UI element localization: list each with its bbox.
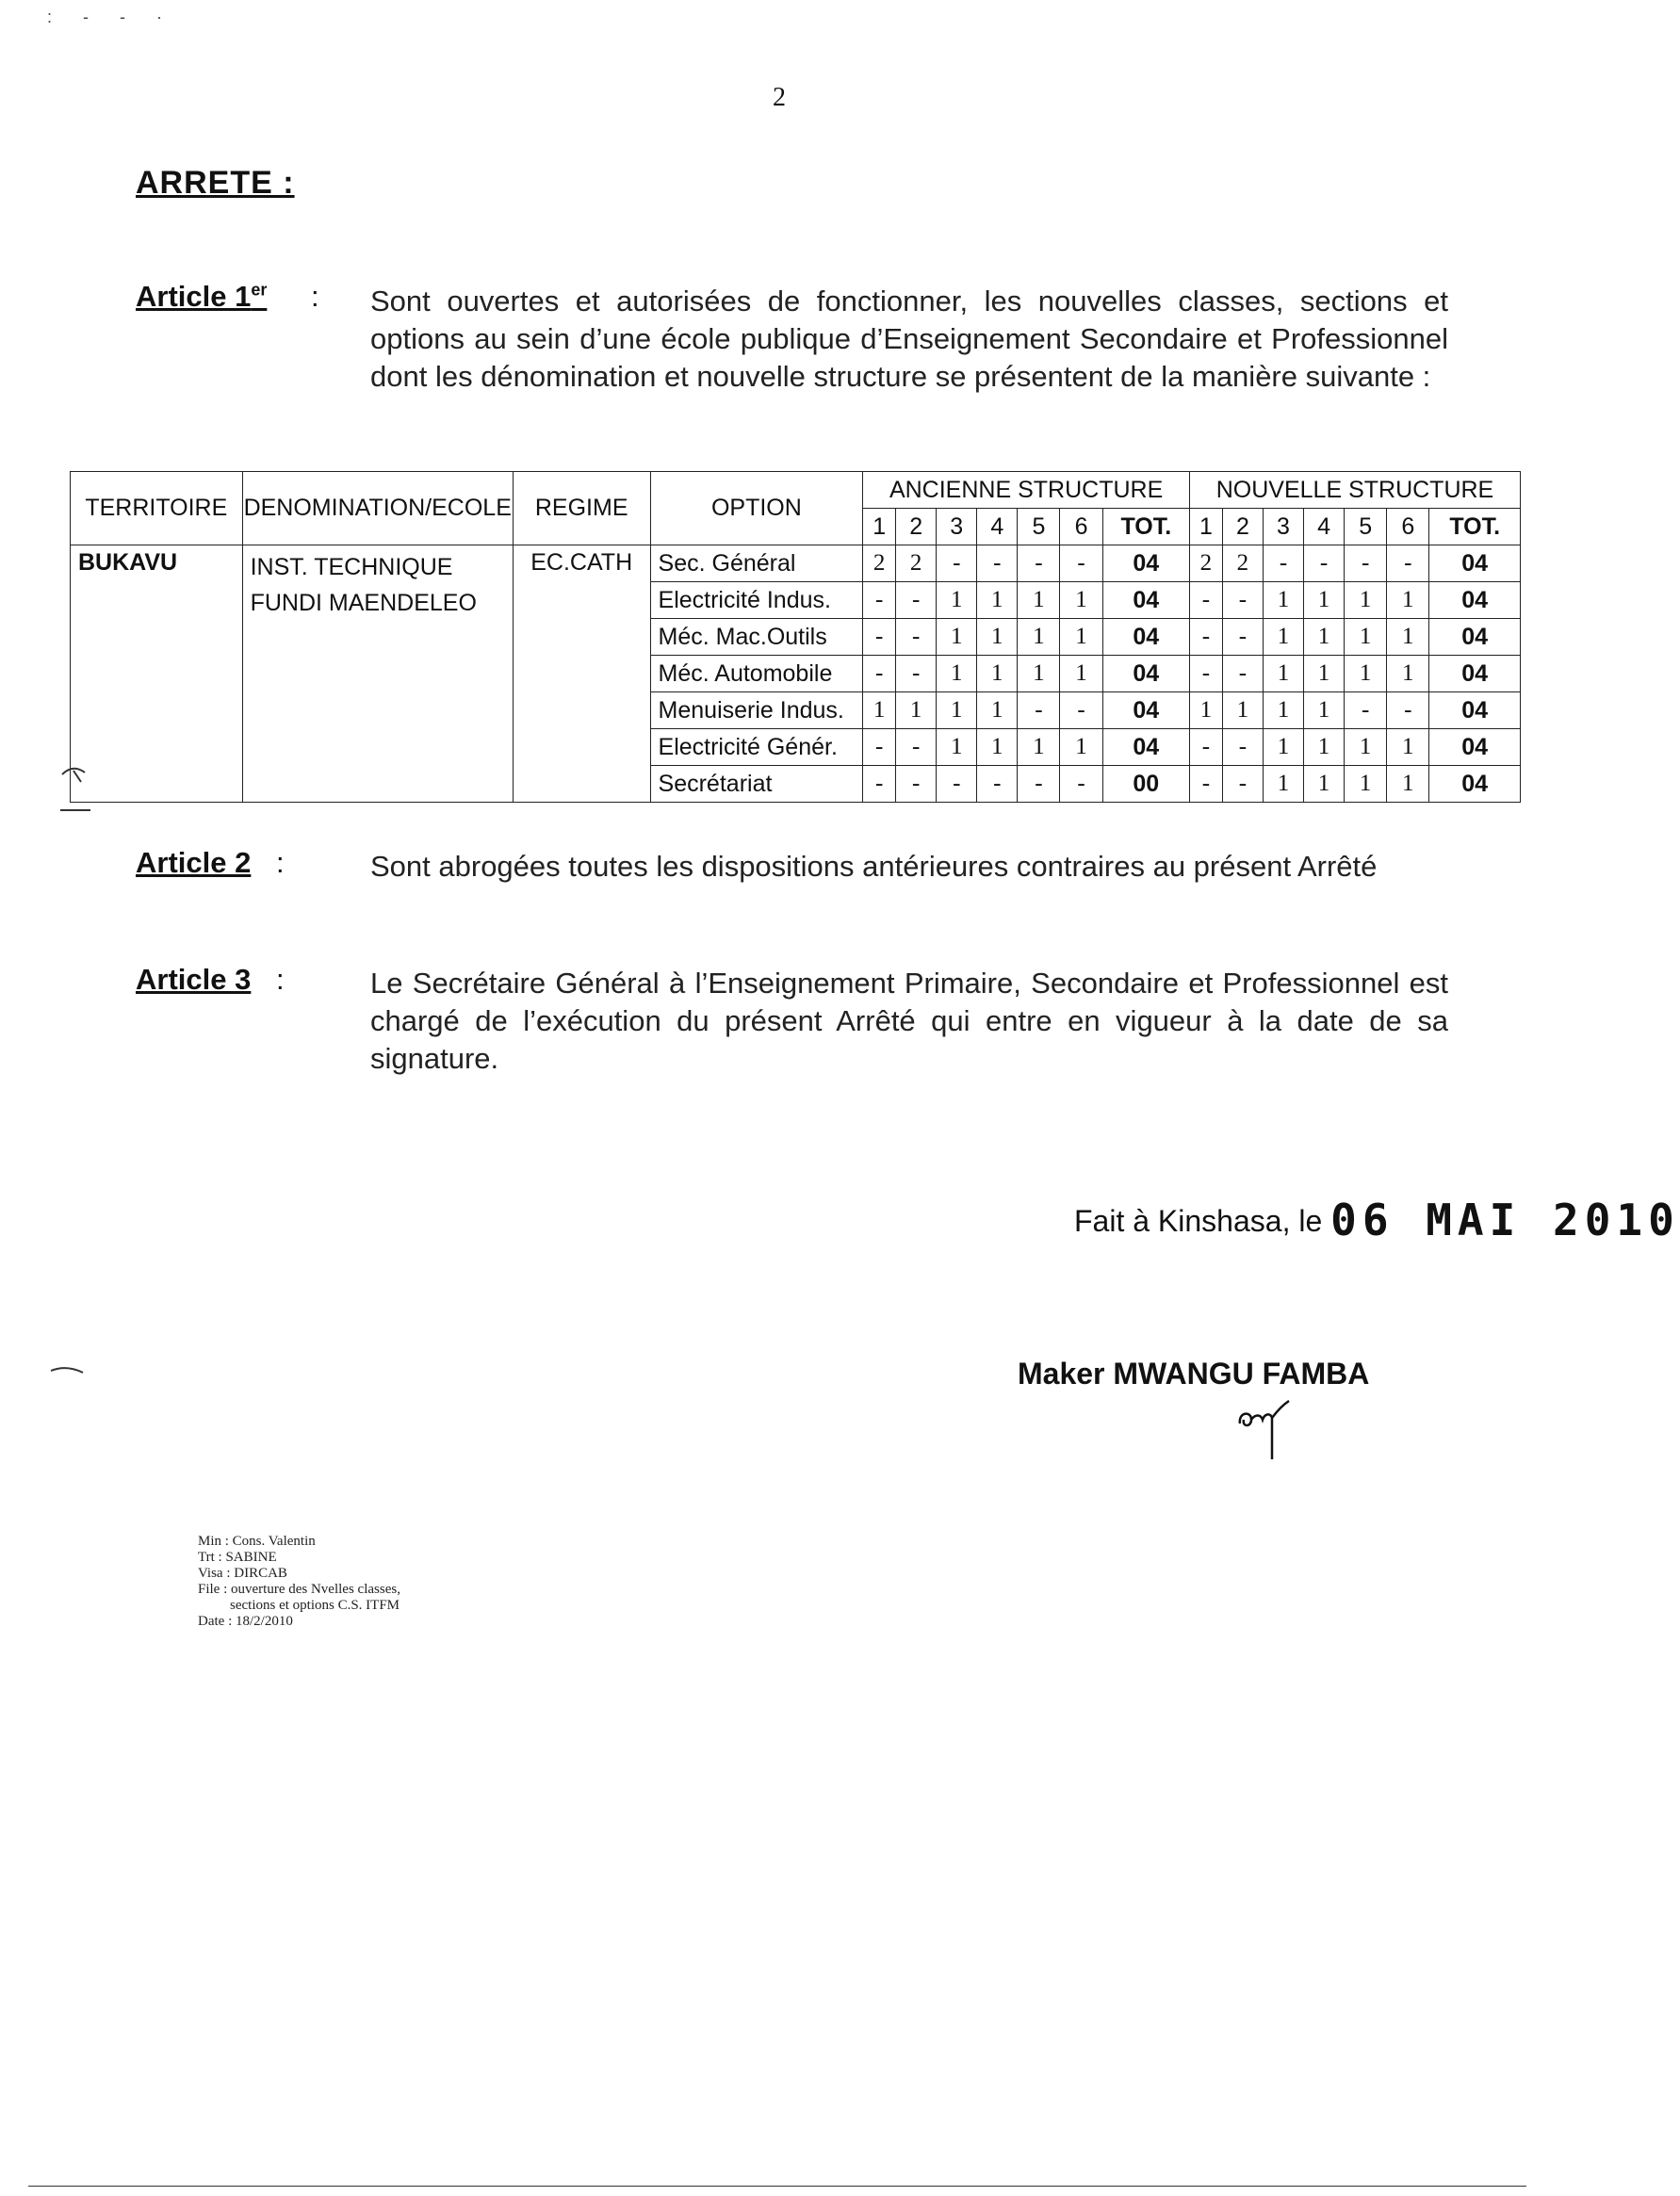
nouvelle-year-cell: - (1387, 545, 1429, 582)
nouvelle-year-cell: - (1304, 545, 1345, 582)
nouvelle-year-cell: 1 (1304, 619, 1345, 656)
ancienne-year-cell: - (977, 766, 1018, 803)
nouvelle-year-cell: - (1189, 766, 1222, 803)
nouvelle-year-cell: 1 (1263, 766, 1303, 803)
structure-table (70, 471, 1521, 803)
ancienne-year-cell: 1 (977, 729, 1018, 766)
date-stamp: 06 MAI 2010 (1330, 1195, 1680, 1245)
nouvelle-year-cell: 1 (1387, 766, 1429, 803)
nouvelle-col-1: 1 (1189, 509, 1222, 545)
ancienne-col-1: 1 (863, 509, 896, 545)
option-cell: Menuiserie Indus. (650, 692, 863, 729)
ancienne-year-cell: - (896, 619, 937, 656)
nouvelle-year-cell: - (1189, 656, 1222, 692)
ancienne-year-cell: - (937, 545, 977, 582)
ancienne-col-6: 6 (1060, 509, 1102, 545)
note-file: File : ouverture des Nvelles classes, (198, 1582, 400, 1597)
ancienne-total-cell: 00 (1102, 766, 1189, 803)
nouvelle-year-cell: 1 (1263, 619, 1303, 656)
nouvelle-year-cell: 1 (1189, 692, 1222, 729)
ancienne-total-cell: 04 (1102, 692, 1189, 729)
nouvelle-total-cell: 04 (1429, 729, 1521, 766)
nouvelle-year-cell: 1 (1387, 729, 1429, 766)
nouvelle-year-cell: 2 (1222, 545, 1263, 582)
nouvelle-year-cell: - (1222, 582, 1263, 619)
note-file-cont: sections et options C.S. ITFM (230, 1598, 400, 1613)
ancienne-year-cell: 1 (1018, 656, 1060, 692)
nouvelle-col-3: 3 (1263, 509, 1303, 545)
nouvelle-year-cell: - (1222, 729, 1263, 766)
signatory-name: Maker MWANGU FAMBA (1018, 1357, 1370, 1391)
nouvelle-col-4: 4 (1304, 509, 1345, 545)
ancienne-year-cell: 1 (1060, 582, 1102, 619)
ancienne-year-cell: 1 (977, 582, 1018, 619)
ancienne-year-cell: - (863, 619, 896, 656)
ancienne-col-2: 2 (896, 509, 937, 545)
ancienne-year-cell: 1 (977, 619, 1018, 656)
ancienne-year-cell: 1 (937, 729, 977, 766)
table-row (71, 545, 1521, 582)
article-3-label: Article 3 (136, 963, 252, 996)
article-2-label: Article 2 (136, 846, 252, 879)
ancienne-year-cell: - (896, 729, 937, 766)
ancienne-col-3: 3 (937, 509, 977, 545)
nouvelle-year-cell: 1 (1304, 766, 1345, 803)
ancienne-year-cell: 1 (1018, 729, 1060, 766)
header-territoire: TERRITOIRE (71, 472, 243, 545)
signature-place: Fait à Kinshasa, le (1074, 1204, 1323, 1238)
ancienne-year-cell: 1 (1018, 582, 1060, 619)
ancienne-year-cell: 1 (977, 656, 1018, 692)
nouvelle-total-cell: 04 (1429, 582, 1521, 619)
ancienne-year-cell: 1 (1060, 656, 1102, 692)
margin-dash (49, 1361, 87, 1380)
nouvelle-year-cell: 1 (1345, 656, 1387, 692)
nouvelle-year-cell: - (1189, 582, 1222, 619)
nouvelle-col-2: 2 (1222, 509, 1263, 545)
ancienne-year-cell: 1 (896, 692, 937, 729)
nouvelle-year-cell: - (1345, 692, 1387, 729)
ancienne-year-cell: 1 (1060, 729, 1102, 766)
nouvelle-year-cell: 1 (1345, 766, 1387, 803)
nouvelle-year-cell: 1 (1304, 656, 1345, 692)
nouvelle-year-cell: 1 (1304, 582, 1345, 619)
nouvelle-year-cell: 1 (1345, 582, 1387, 619)
ancienne-year-cell: - (896, 766, 937, 803)
note-date: Date : 18/2/2010 (198, 1614, 293, 1629)
header-option: OPTION (650, 472, 863, 545)
ancienne-year-cell: 1 (863, 692, 896, 729)
note-visa: Visa : DIRCAB (198, 1566, 287, 1581)
ancienne-col-7: TOT. (1102, 509, 1189, 545)
ancienne-year-cell: 2 (863, 545, 896, 582)
article-1-text: Sont ouvertes et autorisées de fonctionner, les nouvelles classes, sections et options au sein d’une école publique d’Enseignement Secondaire et Professionnel dont les dénomination et nouvelle structure se présentent de la manière suivante : (370, 285, 1448, 393)
ancienne-year-cell: - (1060, 692, 1102, 729)
ancienne-total-cell: 04 (1102, 619, 1189, 656)
ancienne-total-cell: 04 (1102, 582, 1189, 619)
ancienne-col-4: 4 (977, 509, 1018, 545)
ancienne-year-cell: 1 (937, 656, 977, 692)
note-min: Min : Cons. Valentin (198, 1534, 316, 1549)
nouvelle-year-cell: 1 (1263, 729, 1303, 766)
article-3-text: Le Secrétaire Général à l’Enseignement Primaire, Secondaire et Professionnel est chargé de l’exécution du présent Arrêté qui entre en vigueur à la date de sa signature. (370, 967, 1448, 1075)
ancienne-year-cell: - (863, 656, 896, 692)
ancienne-year-cell: - (896, 582, 937, 619)
article-1-colon: : (311, 280, 319, 313)
nouvelle-total-cell: 04 (1429, 692, 1521, 729)
nouvelle-year-cell: 1 (1304, 692, 1345, 729)
footer-notes (198, 1534, 400, 1630)
nouvelle-year-cell: 1 (1387, 619, 1429, 656)
ancienne-year-cell: 1 (937, 619, 977, 656)
header-nouvelle-structure: NOUVELLE STRUCTURE (1189, 472, 1520, 509)
article-1-label: Article 1er (136, 280, 268, 313)
nouvelle-year-cell: - (1263, 545, 1303, 582)
article-2-colon: : (276, 846, 285, 879)
nouvelle-total-cell: 04 (1429, 766, 1521, 803)
option-cell: Electricité Génér. (650, 729, 863, 766)
ancienne-total-cell: 04 (1102, 545, 1189, 582)
ancienne-year-cell: - (863, 582, 896, 619)
signature-date-line (1074, 1195, 1680, 1245)
ancienne-year-cell: - (937, 766, 977, 803)
nouvelle-year-cell: 1 (1345, 619, 1387, 656)
ancienne-year-cell: - (1018, 692, 1060, 729)
territoire-cell: BUKAVU (71, 545, 243, 803)
nouvelle-year-cell: - (1222, 619, 1263, 656)
nouvelle-year-cell: 1 (1345, 729, 1387, 766)
nouvelle-year-cell: 1 (1387, 656, 1429, 692)
denomination-line-2: FUNDI MAENDELEO (250, 590, 477, 616)
regime-cell: EC.CATH (513, 545, 650, 803)
ancienne-year-cell: - (896, 656, 937, 692)
note-trt: Trt : SABINE (198, 1550, 277, 1565)
denomination-cell (242, 545, 513, 803)
nouvelle-year-cell: 1 (1304, 729, 1345, 766)
page-number: 2 (773, 83, 786, 112)
nouvelle-year-cell: - (1189, 619, 1222, 656)
option-cell: Sec. Général (650, 545, 863, 582)
ancienne-year-cell: - (1060, 545, 1102, 582)
ancienne-year-cell: 1 (937, 582, 977, 619)
decree-heading: ARRETE : (136, 165, 295, 201)
option-cell: Secrétariat (650, 766, 863, 803)
nouvelle-year-cell: 2 (1189, 545, 1222, 582)
scan-marks: : - - · (47, 8, 175, 26)
nouvelle-year-cell: 1 (1263, 582, 1303, 619)
handwritten-signature (1234, 1390, 1300, 1465)
ancienne-year-cell: - (1018, 766, 1060, 803)
option-cell: Electricité Indus. (650, 582, 863, 619)
nouvelle-col-5: 5 (1345, 509, 1387, 545)
nouvelle-year-cell: 1 (1387, 582, 1429, 619)
nouvelle-year-cell: - (1345, 545, 1387, 582)
nouvelle-year-cell: - (1222, 766, 1263, 803)
bottom-rule (28, 2186, 1526, 2187)
ancienne-total-cell: 04 (1102, 729, 1189, 766)
ancienne-col-5: 5 (1018, 509, 1060, 545)
option-cell: Méc. Automobile (650, 656, 863, 692)
ancienne-year-cell: 1 (1060, 619, 1102, 656)
nouvelle-total-cell: 04 (1429, 619, 1521, 656)
header-ancienne-structure: ANCIENNE STRUCTURE (863, 472, 1190, 509)
ancienne-year-cell: - (863, 766, 896, 803)
ancienne-year-cell: - (1018, 545, 1060, 582)
ancienne-year-cell: 2 (896, 545, 937, 582)
nouvelle-year-cell: 1 (1222, 692, 1263, 729)
ancienne-year-cell: - (1060, 766, 1102, 803)
nouvelle-year-cell: - (1222, 656, 1263, 692)
header-regime: REGIME (513, 472, 650, 545)
nouvelle-total-cell: 04 (1429, 656, 1521, 692)
ancienne-year-cell: - (977, 545, 1018, 582)
ancienne-total-cell: 04 (1102, 656, 1189, 692)
ancienne-year-cell: 1 (977, 692, 1018, 729)
option-cell: Méc. Mac.Outils (650, 619, 863, 656)
ancienne-year-cell: - (863, 729, 896, 766)
nouvelle-year-cell: - (1189, 729, 1222, 766)
margin-scribble (57, 754, 94, 820)
header-denomination: DENOMINATION/ECOLE (242, 472, 513, 545)
denomination-line-1: INST. TECHNIQUE (250, 554, 453, 580)
nouvelle-col-6: 6 (1387, 509, 1429, 545)
nouvelle-col-7: TOT. (1429, 509, 1521, 545)
ancienne-year-cell: 1 (937, 692, 977, 729)
article-3-colon: : (276, 963, 285, 996)
article-2-text: Sont abrogées toutes les dispositions antérieures contraires au présent Arrêté (370, 850, 1378, 883)
ancienne-year-cell: 1 (1018, 619, 1060, 656)
nouvelle-year-cell: - (1387, 692, 1429, 729)
nouvelle-year-cell: 1 (1263, 656, 1303, 692)
nouvelle-year-cell: 1 (1263, 692, 1303, 729)
nouvelle-total-cell: 04 (1429, 545, 1521, 582)
